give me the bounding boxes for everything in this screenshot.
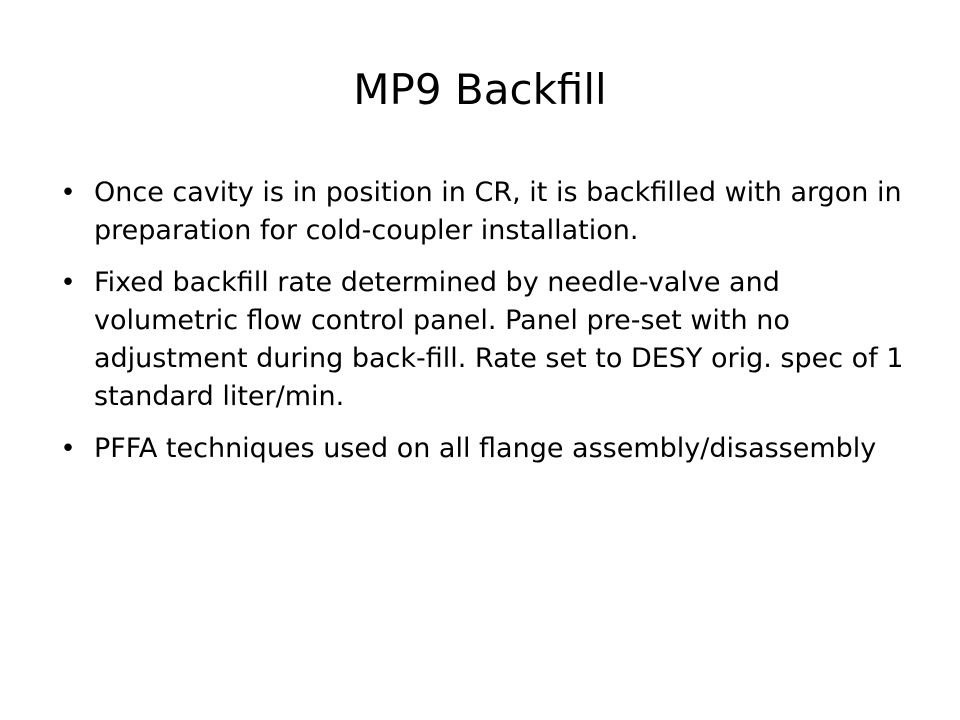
bullet-text: Once cavity is in position in CR, it is backfilled with argon in preparation for cold-coupler installation.	[94, 177, 902, 246]
slide-title: MP9 Backfill	[353, 65, 607, 114]
bullet-text: PFFA techniques used on all flange assembly/disassembly	[94, 433, 877, 464]
bullet-marker: •	[60, 268, 76, 298]
bullet-item	[58, 430, 908, 468]
bullet-item	[58, 174, 908, 250]
bullet-item	[58, 264, 908, 416]
bullet-marker: •	[60, 178, 76, 208]
bullet-text: Fixed backfill rate determined by needle-valve and volumetric flow control panel. Panel pre-set with no adjustment during back-fill. Rate set to DESY orig. spec of 1 standard liter/min.	[94, 267, 904, 412]
bullet-marker: •	[60, 434, 76, 464]
slide-body	[58, 174, 908, 482]
bullet-list	[58, 174, 908, 468]
